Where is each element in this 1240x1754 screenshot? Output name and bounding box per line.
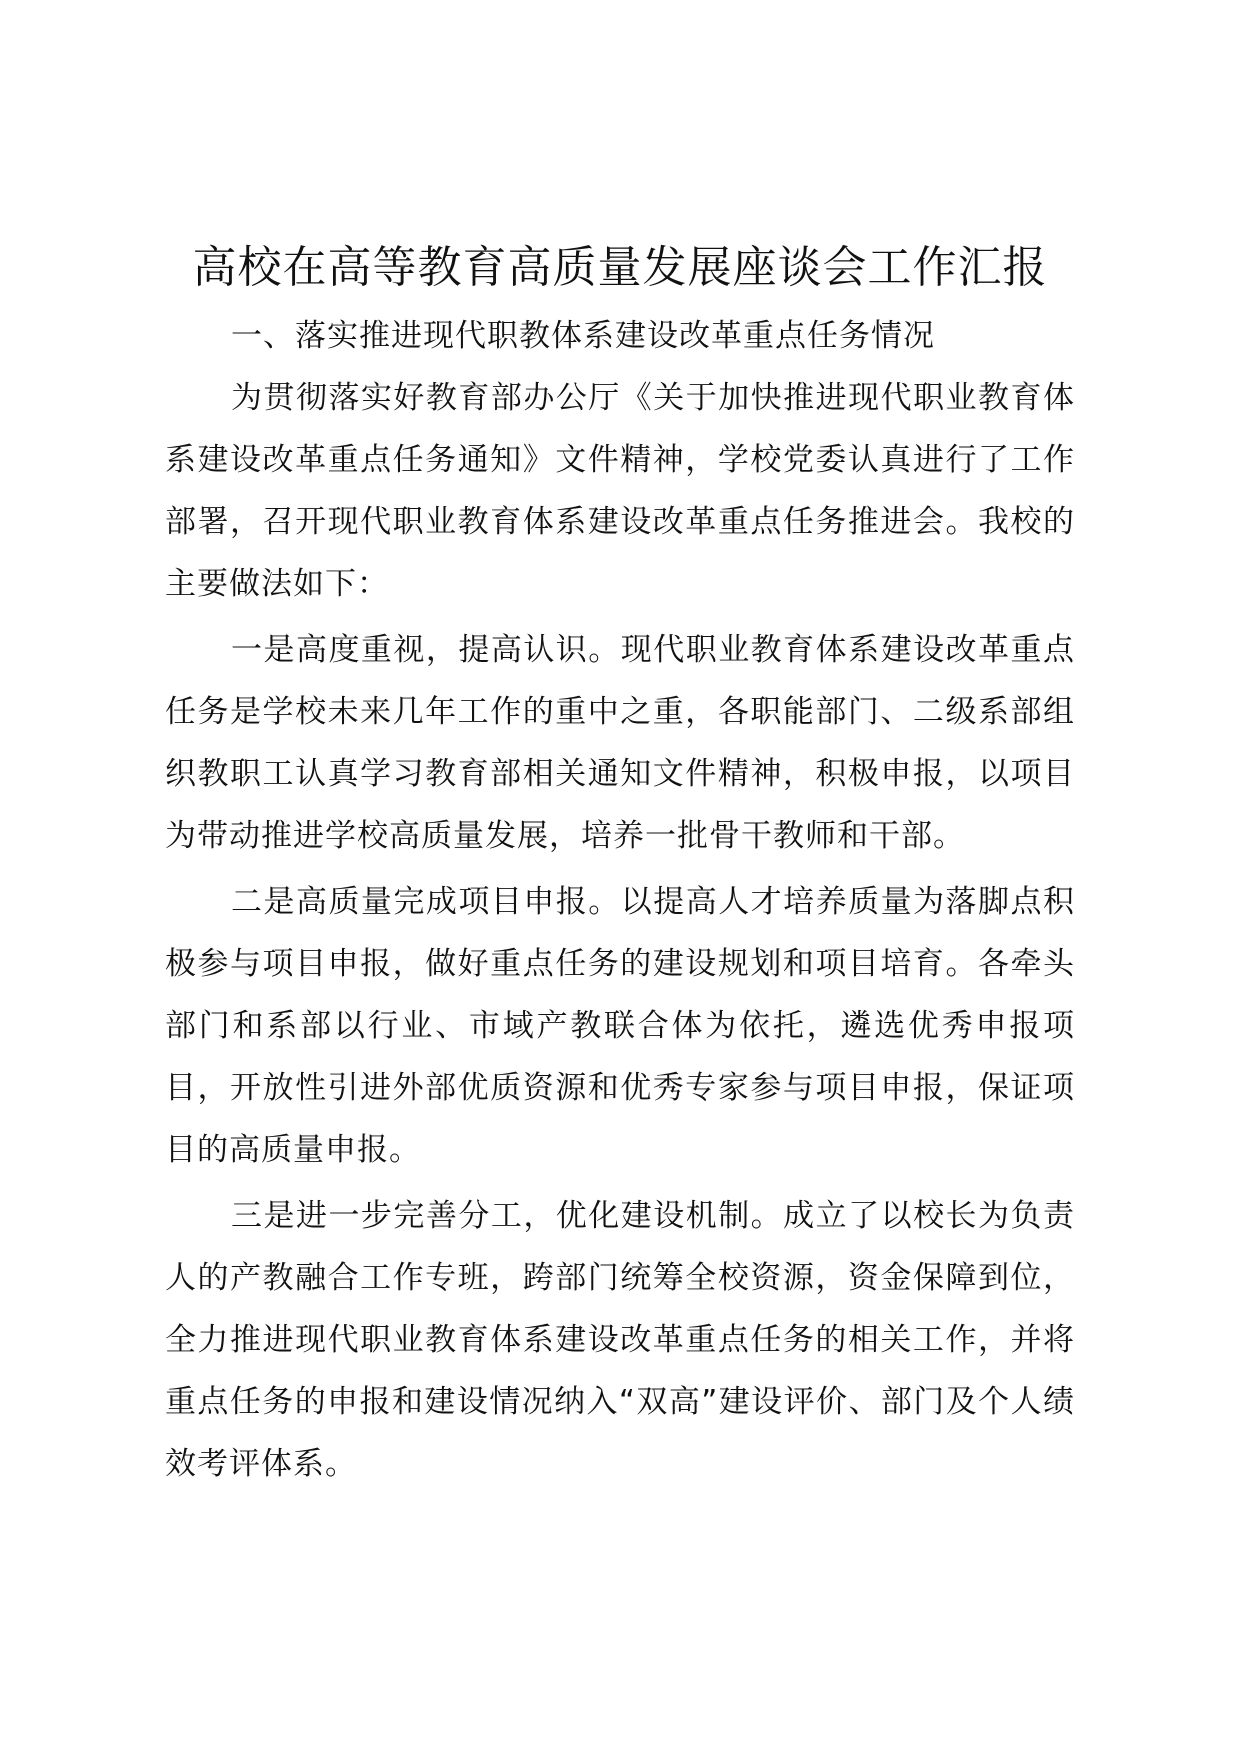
document-body bbox=[165, 305, 1075, 1495]
paragraph-intro: 为贯彻落实好教育部办公厅《关于加快推进现代职业教育体系建设改革重点任务通知》文件精神，学校党委认真进行了工作部署，召开现代职业教育体系建设改革重点任务推进会。我校的主要做法如下： bbox=[165, 380, 1075, 602]
paragraph-point-3: 三是进一步完善分工，优化建设机制。成立了以校长为负责人的产教融合工作专班，跨部门统筹全校资源，资金保障到位，全力推进现代职业教育体系建设改革重点任务的相关工作，并将重点任务的申报和建设情况纳入“双高”建设评价、部门及个人绩效考评体系。 bbox=[165, 1198, 1075, 1482]
paragraph-point-2: 二是高质量完成项目申报。以提高人才培养质量为落脚点积极参与项目申报，做好重点任务的建设规划和项目培育。各牵头部门和系部以行业、市域产教联合体为依托，遴选优秀申报项目，开放性引进外部优质资源和优秀专家参与项目申报，保证项目的高质量申报。 bbox=[165, 884, 1075, 1168]
section-heading: 一、落实推进现代职教体系建设改革重点任务情况 bbox=[231, 318, 935, 354]
document-title: 高校在高等教育高质量发展座谈会工作汇报 bbox=[192, 242, 1048, 293]
paragraph-point-1: 一是高度重视，提高认识。现代职业教育体系建设改革重点任务是学校未来几年工作的重中之重，各职能部门、二级系部组织教职工认真学习教育部相关通知文件精神，积极申报，以项目为带动推进学校高质量发展，培养一批骨干教师和干部。 bbox=[165, 632, 1075, 854]
